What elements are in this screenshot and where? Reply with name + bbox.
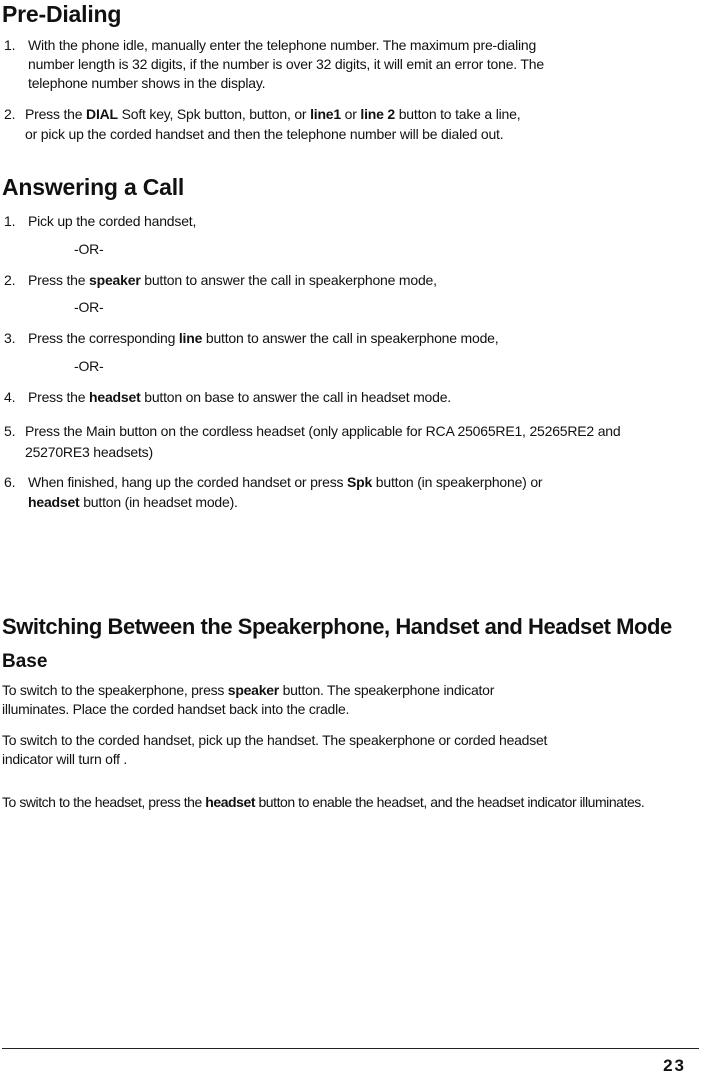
- speaker-key-label: speaker: [227, 682, 279, 698]
- page-number: 23: [663, 1056, 686, 1075]
- step-number: 3.: [4, 330, 16, 346]
- section-title-pre-dialing: Pre-Dialing: [2, 1, 122, 27]
- line2-key-label: line 2: [360, 106, 396, 122]
- step-text-line-1: Press the DIAL Soft key, Spk button, button, or line1 or line 2 button to take a line,: [25, 106, 521, 122]
- step-text-line-1: Press the Main button on the cordless headset (only applicable for RCA 25065RE1, 25265RE2 and: [25, 423, 621, 439]
- step-number: 1.: [4, 213, 16, 229]
- step-text-line-3: telephone number shows in the display.: [28, 75, 266, 91]
- step-text-line-2: or pick up the corded handset and then the telephone number will be dialed out.: [25, 126, 504, 142]
- step-text-line-1: When finished, hang up the corded handset or press Spk button (in speakerphone) or: [28, 474, 543, 490]
- step-number: 6.: [4, 474, 16, 490]
- step-text: Press the corresponding line button to answer the call in speakerphone mode,: [28, 330, 499, 346]
- switch-handset-paragraph: [2, 731, 547, 769]
- step-text-line-2: 25270RE3 headsets): [25, 444, 153, 460]
- dial-key-label: DIAL: [86, 106, 118, 122]
- or-separator: -OR-: [74, 241, 104, 257]
- switch-speakerphone-paragraph: [2, 681, 494, 719]
- step-text: Pick up the corded handset,: [28, 213, 197, 229]
- paragraph-line-2: illuminates. Place the corded handset back into the cradle.: [2, 701, 350, 717]
- subsection-title-base: Base: [2, 651, 48, 672]
- or-separator: -OR-: [74, 358, 104, 374]
- step-text-line-1: With the phone idle, manually enter the telephone number. The maximum pre-dialing: [28, 37, 537, 53]
- speaker-key-label: speaker: [89, 272, 141, 288]
- spk-key-label: Spk: [347, 474, 373, 490]
- line1-key-label: line1: [310, 106, 341, 122]
- step-text-line-2: headset button (in headset mode).: [28, 494, 238, 510]
- step-number: 2.: [4, 106, 16, 122]
- step-text: Press the headset button on base to answer the call in headset mode.: [28, 389, 452, 405]
- or-separator: -OR-: [74, 299, 104, 315]
- headset-key-label: headset: [205, 794, 256, 810]
- step-number: 4.: [4, 389, 16, 405]
- paragraph-line-1: To switch to the speakerphone, press speaker button. The speakerphone indicator: [2, 682, 495, 698]
- headset-key-label: headset: [28, 494, 80, 510]
- switch-headset-paragraph: [2, 793, 644, 812]
- headset-key-label: headset: [89, 389, 141, 405]
- section-title-answering: Answering a Call: [2, 174, 185, 200]
- footer-divider: [2, 1048, 699, 1049]
- section-title-switching: Switching Between the Speakerphone, Handset and Headset Mode: [2, 614, 672, 639]
- step-number: 2.: [4, 272, 16, 288]
- step-number: 1.: [4, 37, 16, 53]
- paragraph-line-2: indicator will turn off .: [2, 751, 127, 767]
- step-text: Press the speaker button to answer the call in speakerphone mode,: [28, 272, 437, 288]
- paragraph-line-1: To switch to the headset, press the headset button to enable the headset, and the headset indicator illuminates.: [2, 794, 645, 810]
- line-key-label: line: [178, 330, 203, 346]
- step-number: 5.: [4, 423, 16, 439]
- paragraph-line-1: To switch to the corded handset, pick up the handset. The speakerphone or corded headset: [2, 732, 548, 748]
- step-text-line-2: number length is 32 digits, if the number is over 32 digits, it will emit an error tone. The: [28, 56, 544, 72]
